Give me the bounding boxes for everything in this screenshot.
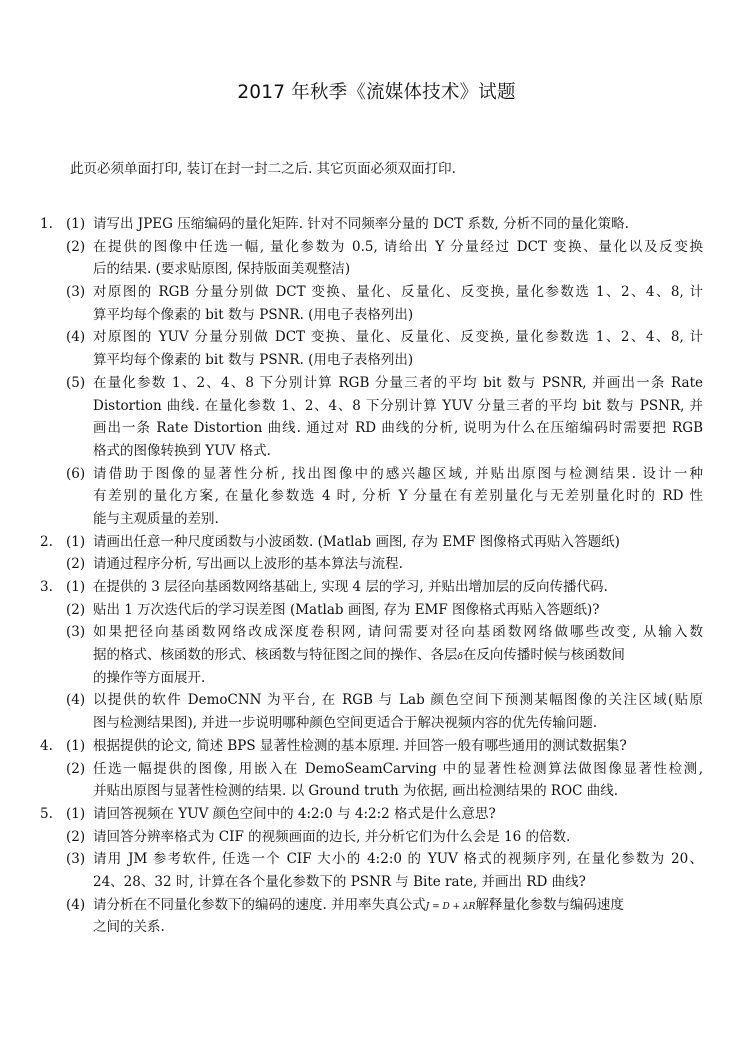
sub-number: (4) bbox=[66, 896, 86, 913]
question-text-continuation bbox=[0, 780, 753, 803]
sub-number: (1) bbox=[66, 533, 86, 550]
sub-number: (2) bbox=[66, 828, 86, 845]
question-text: 的操作等方面展开. bbox=[93, 669, 206, 686]
question-text: 在提供的 3 层径向基函数网络基础上, 实现 4 层的学习, 并贴出增加层的反向传播代码. bbox=[93, 579, 608, 595]
question-number: 5. bbox=[40, 805, 53, 822]
question-number: 3. bbox=[40, 579, 53, 595]
question-number: 2. bbox=[40, 533, 53, 550]
question-text-continuation bbox=[0, 417, 753, 440]
question-text-continuation bbox=[0, 485, 753, 508]
question-3-part-1 bbox=[0, 576, 753, 599]
delta-symbol: δ bbox=[457, 652, 463, 663]
question-text: 画出一条 Rate Distortion 曲线. 通过对 RD 曲线的分析, 说明为什么在压缩编码时需要把 RGB bbox=[93, 420, 703, 437]
question-text-continuation bbox=[0, 871, 753, 894]
question-text: 请写出 JPEG 压缩编码的量化矩阵. 针对不同频率分量的 DCT 系数, 分析不同的量化策略. bbox=[93, 216, 629, 232]
question-text: 根据提供的论文, 简述 BPS 显著性检测的基本原理. 并回答一般有哪些通用的测试数据集? bbox=[93, 737, 627, 754]
sub-number: (3) bbox=[66, 624, 86, 641]
sub-number: (3) bbox=[66, 851, 86, 868]
sub-number: (2) bbox=[66, 238, 86, 255]
sub-number: (4) bbox=[66, 692, 86, 709]
question-text: 请用 JM 参考软件, 任选一个 CIF 大小的 4:2:0 的 YUV 格式的视频序列, 在量化参数为 20、 bbox=[93, 851, 703, 868]
question-1-part-3 bbox=[0, 281, 753, 304]
question-text-continuation bbox=[0, 667, 753, 690]
question-5-part-2 bbox=[0, 826, 753, 849]
question-text: 请回答分辨率格式为 CIF 的视频画面的边长, 并分析它们为什么会是 16 的倍数. bbox=[93, 828, 571, 845]
question-4-part-1 bbox=[0, 735, 753, 758]
question-text: 在提供的图像中任选一幅, 量化参数为 0.5, 请给出 Y 分量经过 DCT 变换、量化以及反变换 bbox=[93, 238, 703, 255]
question-text: 请分析在不同量化参数下的编码的速度. 并用率失真公式 bbox=[93, 896, 426, 913]
question-3-part-2 bbox=[0, 599, 753, 622]
question-text-continuation bbox=[0, 304, 753, 327]
question-text-continuation bbox=[0, 916, 753, 939]
sub-number: (2) bbox=[66, 760, 86, 777]
question-1-part-2 bbox=[0, 236, 753, 259]
question-text: 后的结果. (要求贴原图, 保持版面美观整洁) bbox=[93, 261, 351, 278]
sub-number: (1) bbox=[66, 579, 86, 595]
question-text: 能与主观质量的差别. bbox=[93, 510, 219, 527]
question-text: 在反向传播时候与核函数间 bbox=[462, 647, 625, 664]
question-text-continuation bbox=[0, 508, 753, 531]
question-1-part-1 bbox=[0, 213, 753, 236]
question-text: 24、28、32 时, 计算在各个量化参数下的 PSNR 与 Bite rate, 并画出 RD 曲线? bbox=[93, 873, 586, 890]
question-text: 在量化参数 1、2、4、8 下分别计算 RGB 分量三者的平均 bit 数与 PSNR, 并画出一条 Rate bbox=[93, 374, 703, 391]
question-text: 算平均每个像素的 bit 数与 PSNR. (用电子表格列出) bbox=[93, 352, 414, 369]
page-title: 2017 年秋季《流媒体技术》试题 bbox=[237, 82, 516, 103]
question-text-continuation bbox=[0, 712, 753, 735]
question-text: 有差别的量化方案, 在量化参数选 4 时, 分析 Y 分量在有差别量化与无差别量化时的 RD 性 bbox=[93, 488, 703, 505]
question-2-part-1 bbox=[0, 531, 753, 554]
question-text-continuation bbox=[0, 440, 753, 463]
question-3-part-3 bbox=[0, 621, 753, 644]
question-5-part-3 bbox=[0, 848, 753, 871]
question-text: 请回答视频在 YUV 颜色空间中的 4:2:0 与 4:2:2 格式是什么意思? bbox=[93, 805, 496, 822]
question-text-continuation bbox=[0, 349, 753, 372]
sub-number: (5) bbox=[66, 374, 86, 391]
sub-number: (4) bbox=[66, 329, 86, 346]
question-5-part-1 bbox=[0, 803, 753, 826]
question-text-continuation bbox=[0, 395, 753, 418]
question-4-part-2 bbox=[0, 758, 753, 781]
question-number: 1. bbox=[40, 216, 53, 232]
question-text: 请画出任意一种尺度函数与小波函数. (Matlab 画图, 存为 EMF 图像格式再贴入答题纸) bbox=[93, 533, 620, 550]
question-text: 对原图的 YUV 分量分别做 DCT 变换、量化、反量化、反变换, 量化参数选 1、2、4、8, 计 bbox=[93, 329, 703, 346]
question-text: 据的格式、核函数的形式、核函数与特征图之间的操作、各层 bbox=[93, 647, 458, 664]
question-5-part-4 bbox=[0, 894, 753, 917]
question-1-part-6 bbox=[0, 463, 753, 486]
question-2-part-2 bbox=[0, 553, 753, 576]
question-text-continuation bbox=[0, 258, 753, 281]
question-text: Distortion 曲线. 在量化参数 1、2、4、8 下分别计算 YUV 分量三者的平均 bit 数与 PSNR, 并 bbox=[93, 397, 703, 414]
question-3-part-4 bbox=[0, 689, 753, 712]
sub-number: (3) bbox=[66, 284, 86, 301]
question-text-with-symbol bbox=[93, 644, 625, 669]
question-text: 图与检测结果图), 并进一步说明哪种颜色空间更适合于解决视频内容的优先传输问题. bbox=[93, 715, 598, 732]
question-text: 贴出 1 万次迭代后的学习误差图 (Matlab 画图, 存为 EMF 图像格式再贴入答题纸)? bbox=[93, 601, 600, 618]
question-text: 之间的关系. bbox=[93, 919, 165, 936]
question-text: 任选一幅提供的图像, 用嵌入在 DemoSeamCarving 中的显著性检测算法做图像显著性检测, bbox=[93, 760, 703, 777]
print-instruction: 此页必须单面打印, 装订在封一封二之后. 其它页面必须双面打印. bbox=[70, 161, 456, 177]
question-text: 并贴出原图与显著性检测的结果. 以 Ground truth 为依据, 画出检测结果的 ROC 曲线. bbox=[93, 783, 619, 800]
question-text-continuation bbox=[0, 644, 753, 667]
sub-number: (6) bbox=[66, 465, 86, 482]
question-text: 算平均每个像素的 bit 数与 PSNR. (用电子表格列出) bbox=[93, 306, 414, 323]
sub-number: (1) bbox=[66, 805, 86, 822]
question-text: 以提供的软件 DemoCNN 为平台, 在 RGB 与 Lab 颜色空间下预测某幅图像的关注区域(贴原 bbox=[93, 692, 703, 709]
rate-distortion-formula: J = D + λR bbox=[425, 901, 476, 912]
sub-number: (2) bbox=[66, 556, 86, 573]
sub-number: (1) bbox=[66, 216, 86, 232]
question-1-part-5 bbox=[0, 372, 753, 395]
sub-number: (2) bbox=[66, 601, 86, 618]
question-text-with-formula bbox=[93, 894, 624, 919]
question-text: 请借助于图像的显著性分析, 找出图像中的感兴趣区域, 并贴出原图与检测结果. 设计一种 bbox=[93, 465, 703, 482]
sub-number: (1) bbox=[66, 737, 86, 754]
question-text: 请通过程序分析, 写出画以上波形的基本算法与流程. bbox=[93, 556, 403, 573]
question-number: 4. bbox=[40, 737, 53, 754]
question-text: 格式的图像转换到 YUV 格式. bbox=[93, 442, 271, 459]
question-1-part-4 bbox=[0, 326, 753, 349]
question-list bbox=[0, 213, 753, 939]
question-text: 对原图的 RGB 分量分别做 DCT 变换、量化、反量化、反变换, 量化参数选 1、2、4、8, 计 bbox=[93, 284, 703, 301]
question-text: 如果把径向基函数网络改成深度卷积网, 请问需要对径向基函数网络做哪些改变, 从输入数 bbox=[93, 624, 703, 641]
question-text: 解释量化参数与编码速度 bbox=[475, 896, 624, 913]
